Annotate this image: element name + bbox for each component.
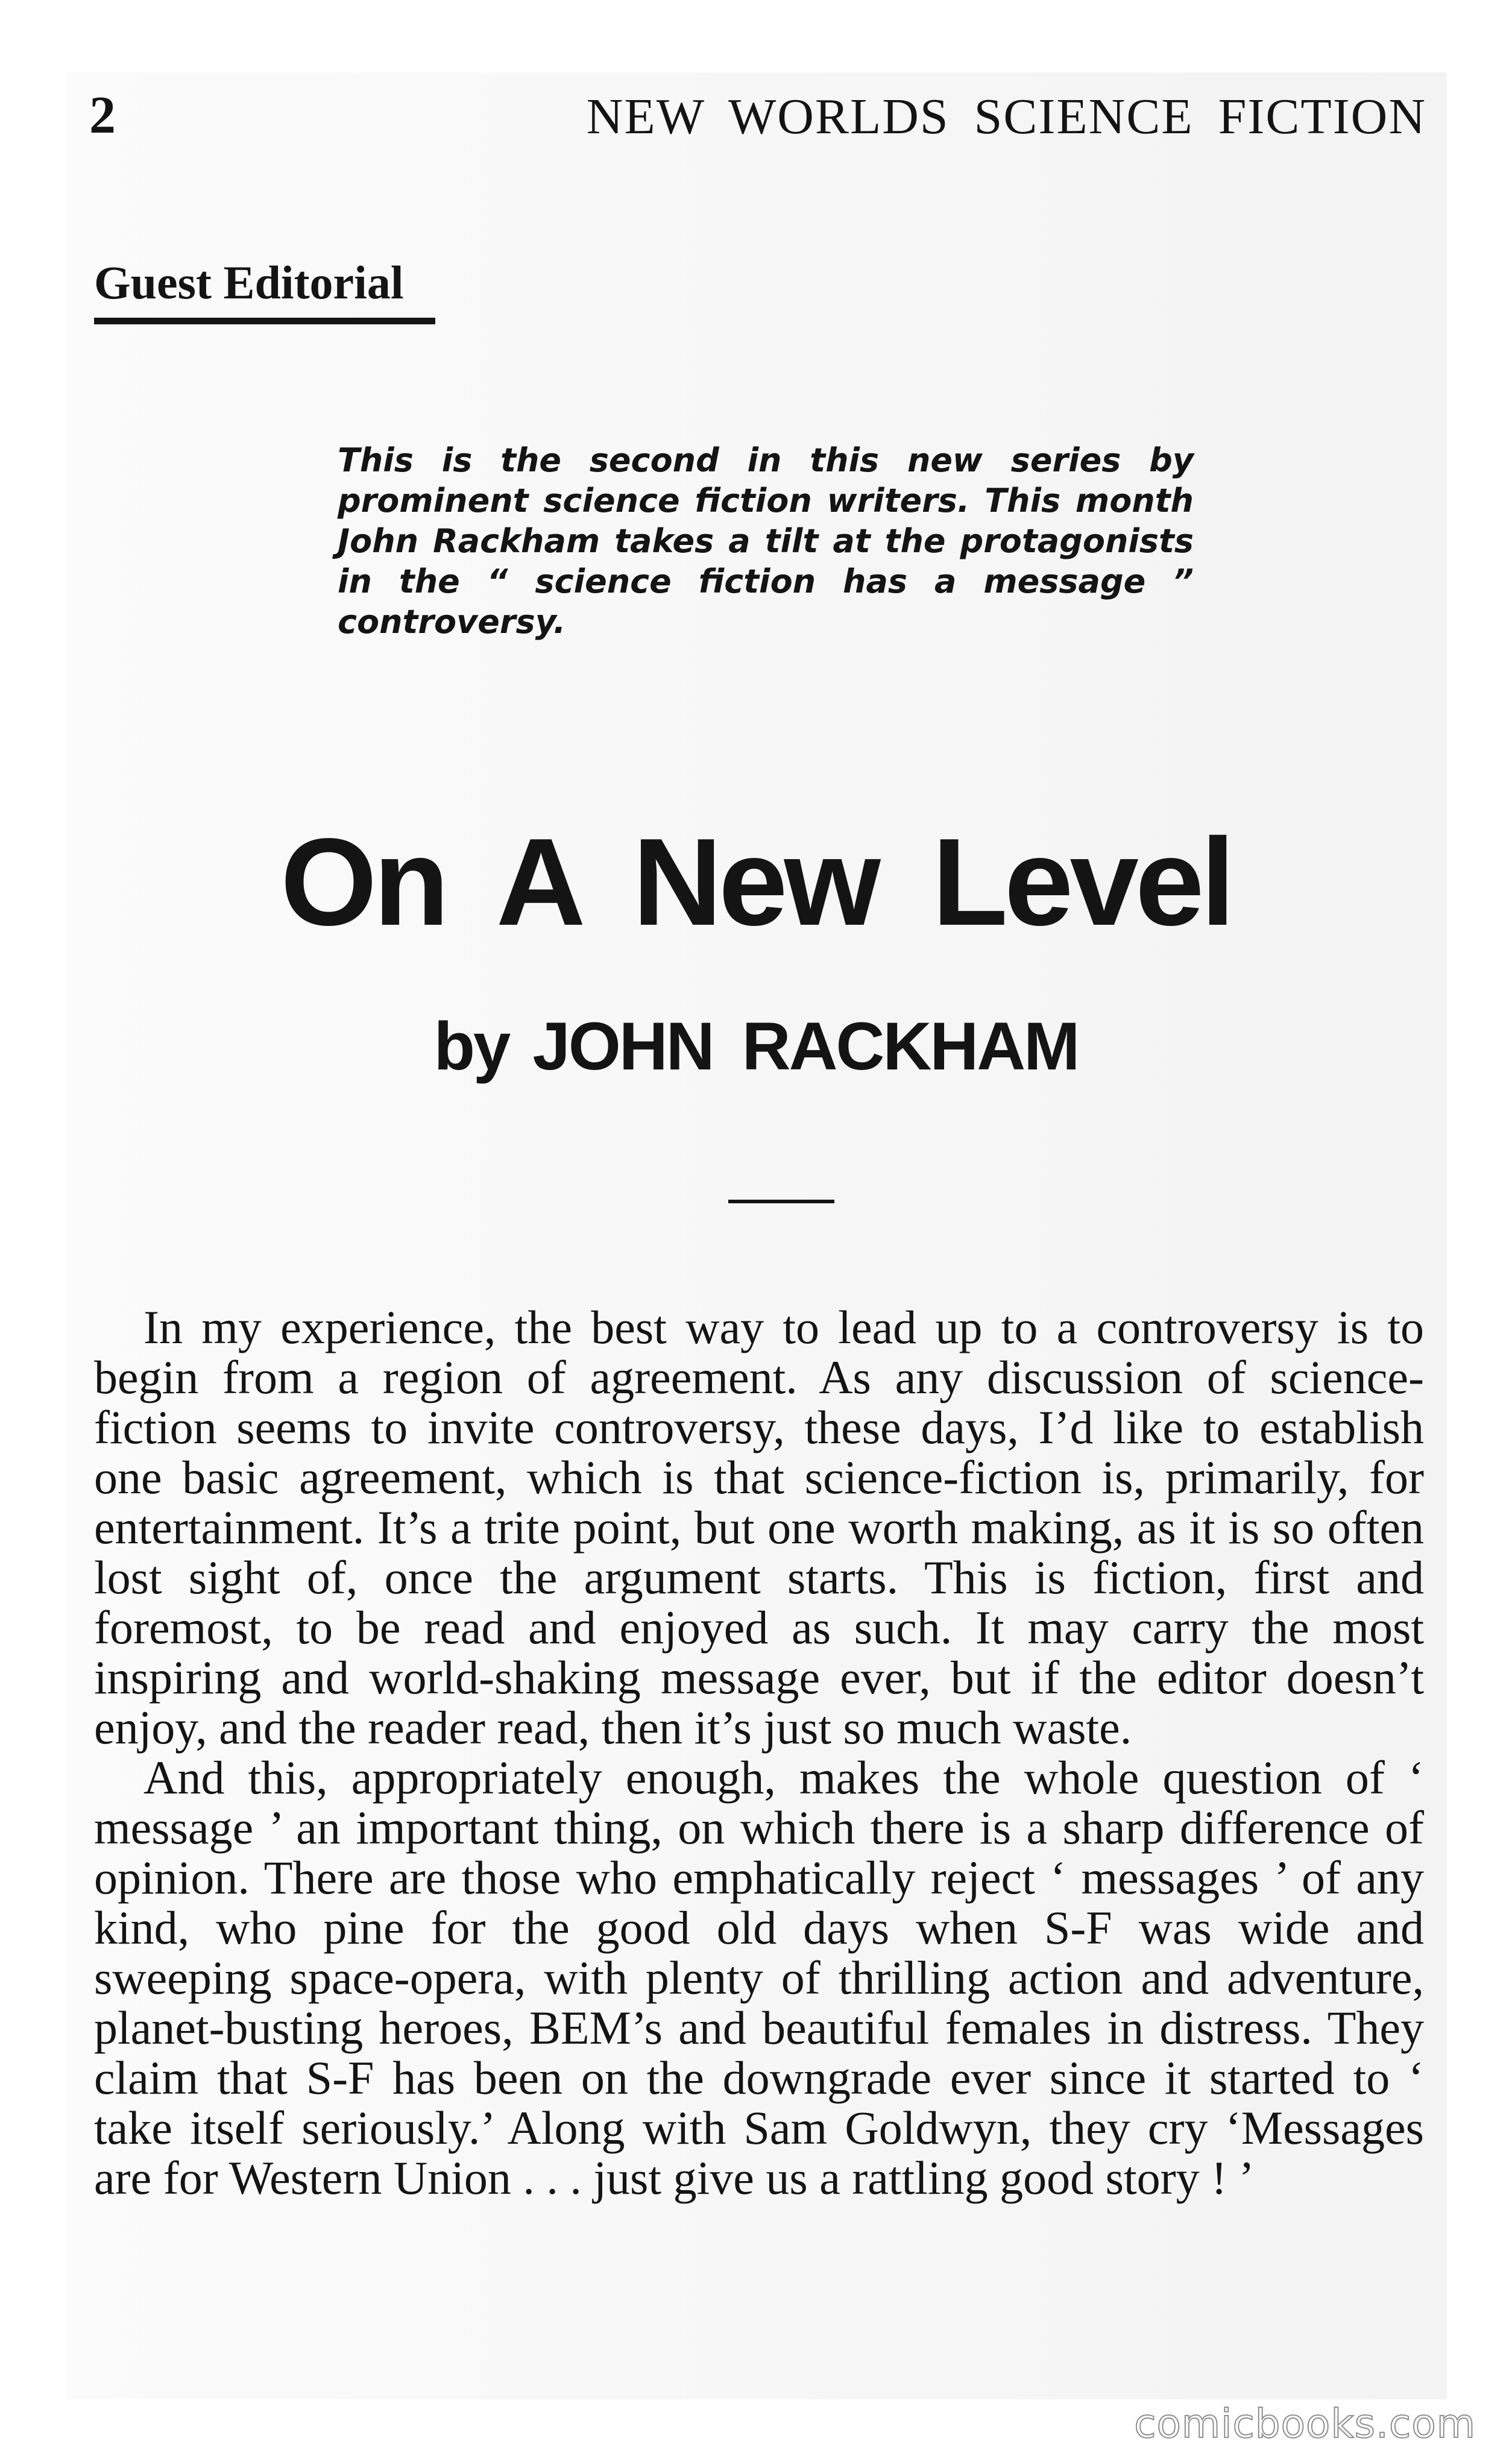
watermark: comicbooks.com [1134,2401,1476,2447]
section-label: Guest Editorial [94,256,404,309]
body-paragraph: In my experience, the best way to lead up to a controversy is to begin from a region of agreement. As any discussion of science-fiction seems to invite controversy, these days, I’d like to establish one basic agreement, which is that science-fiction is, primarily, for entertainment. It’s a trite point, but one worth making, as it is so often lost sight of, once the argument starts. This is fiction, first and foremost, to be read and enjoyed as such. It may carry the most inspiring and world-shaking message ever, but if the editor doesn’t enjoy, and the reader read, then it’s just so much waste. [94,1301,1424,1754]
running-header-title: NEW WORLDS SCIENCE FICTION [586,89,1426,145]
title-divider [728,1200,834,1203]
article-body [94,1302,1424,2203]
section-underline [94,318,435,324]
editorial-introduction: This is the second in this new series by prominent science fiction writers. This month John Rackham takes a tilt at the protagonists in the “ science fiction has a message ” controversy. [338,441,1194,641]
body-paragraph: And this, appropriately enough, makes the whole question of ‘ message ’ an important thing, on which there is a sharp difference of opinion. There are those who emphatically reject ‘ messages ’ of any kind, who pine for the good old days when S-F was wide and sweeping space-opera, with plenty of thrilling action and adventure, planet-busting heroes, BEM’s and beautiful females in distress. They claim that S-F has been on the downgrade ever since it started to ‘ take itself seriously.’ Along with Sam Goldwyn, they cry ‘Messages are for Western Union . . . just give us a rattling good story ! ’ [94,1751,1424,2204]
page-number: 2 [89,86,116,145]
byline [0,1009,1512,1084]
byline-prefix: by [433,1009,509,1084]
author-name: JOHN RACKHAM [532,1009,1079,1084]
article-title: On A New Level [280,813,1232,951]
